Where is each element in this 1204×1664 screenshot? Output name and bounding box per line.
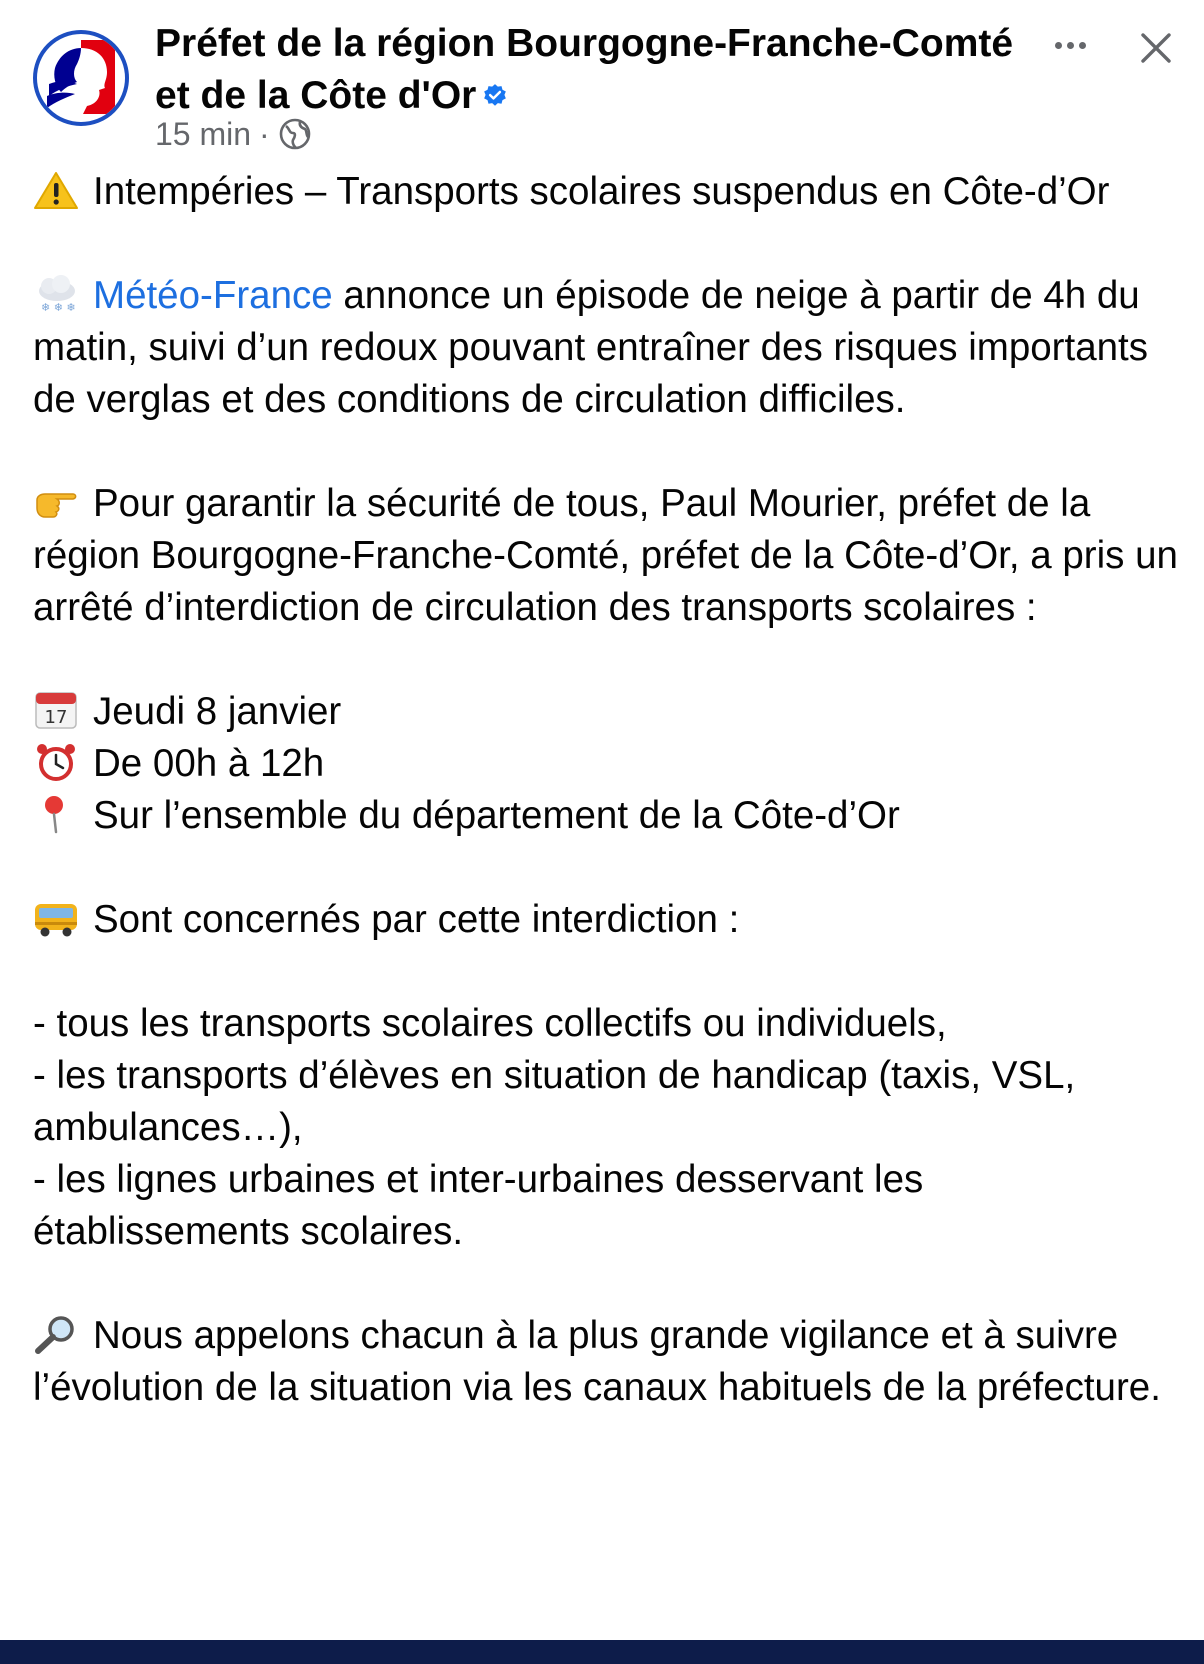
bottom-bar: [0, 1640, 1204, 1664]
calendar-icon: [33, 690, 79, 730]
pointing-hand-icon: [33, 482, 79, 522]
post-meta: [155, 114, 312, 154]
alarm-clock-icon: [33, 742, 79, 782]
post-author[interactable]: [155, 18, 1035, 122]
magnifying-glass-icon: [33, 1314, 79, 1354]
page-avatar[interactable]: [33, 30, 129, 126]
warning-icon: [33, 170, 79, 210]
globe-icon[interactable]: [278, 117, 312, 151]
more-options-icon[interactable]: [1048, 30, 1092, 60]
date-line: 17 Jeudi 8 janvier: [33, 686, 1183, 738]
marianne-logo-icon: [37, 34, 125, 122]
svg-text:❄ ❄ ❄: ❄ ❄ ❄: [41, 301, 76, 314]
concerned-heading: Sont concernés par cette interdiction :: [33, 894, 1183, 946]
verified-badge-icon: [482, 83, 508, 109]
post-heading: Intempéries – Transports scolaires suspendus en Côte-d’Or: [33, 166, 1183, 218]
closing-paragraph: Nous appelons chacun à la plus grande vigilance et à suivre l’évolution de la situation via les canaux habituels de la préfecture.: [33, 1314, 1161, 1409]
meteo-france-link[interactable]: Météo-France: [93, 274, 333, 317]
post-timestamp[interactable]: 15 min: [155, 116, 252, 152]
list-item: - les transports d’élèves en situation de handicap (taxis, VSL, ambulances…),: [33, 1054, 1076, 1149]
bus-icon: [33, 898, 79, 938]
meta-separator: ·: [259, 116, 270, 152]
close-icon[interactable]: [1136, 28, 1176, 68]
place-line: Sur l’ensemble du département de la Côte-d’Or: [33, 790, 1183, 842]
time-line: De 00h à 12h: [33, 738, 1183, 790]
post-body: [33, 166, 1183, 1414]
list-item: - les lignes urbaines et inter-urbaines desservant les établissements scolaires.: [33, 1158, 924, 1253]
list-item: - tous les transports scolaires collectifs ou individuels,: [33, 1002, 947, 1045]
decree-paragraph: Pour garantir la sécurité de tous, Paul Mourier, préfet de la région Bourgogne-Franche-Comté, préfet de la Côte-d’Or, a pris un arrêté d’interdiction de circulation des transports scolaires :: [33, 482, 1178, 629]
snow-cloud-icon: [33, 274, 79, 314]
author-name[interactable]: Préfet de la région Bourgogne-Franche-Comté et de la Côte d'Or: [155, 22, 1014, 117]
svg-text:17: 17: [44, 707, 68, 728]
map-pin-icon: [33, 794, 79, 834]
weather-paragraph: ❄ ❄ ❄ Météo-France annonce un épisode de neige à partir de 4h du matin, suivi d’un redoux pouvant entraîner des risques importants de verglas et des conditions de circulation difficiles.: [33, 274, 1148, 421]
